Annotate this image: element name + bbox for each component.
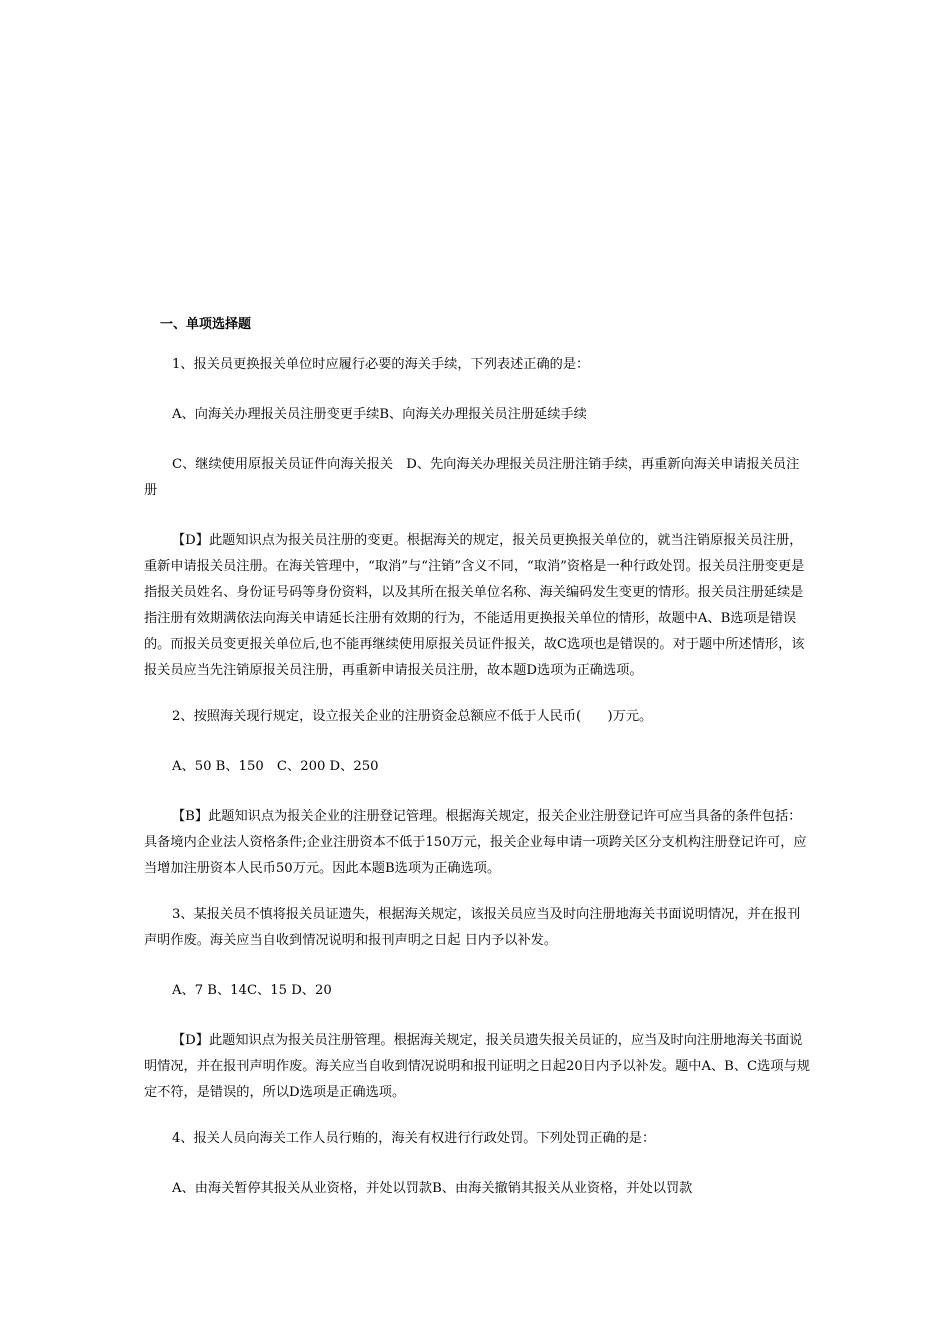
section-title: 一、单项选择题 bbox=[160, 317, 252, 332]
question-4: 4、报关人员向海关工作人员行贿的，海关有权进行行政处罚。下列处罚正确的是： bbox=[172, 1131, 656, 1146]
question-2-answer: 【B】此题知识点为报关企业的注册登记管理。根据海关规定，报关企业注册登记许可应当具备的条件包括：具备境内企业法人资格条件;企业注册资本不低于150万元，报关企业每申请一项跨关区分支机构注册登记许可，应当增加注册资本人民币50万元。因此本题B选项为正确选项。 bbox=[144, 809, 807, 876]
question-2: 2、按照海关现行规定，设立报关企业的注册资金总额应不低于人民币( )万元。 bbox=[172, 709, 653, 724]
question-2-options: A、50 B、150 C、200 D、250 bbox=[172, 759, 379, 774]
question-4-options-ab: A、由海关暂停其报关从业资格，并处以罚款B、由海关撤销其报关从业资格，并处以罚款 bbox=[172, 1181, 693, 1196]
question-1: 1、报关员更换报关单位时应履行必要的海关手续，下列表述正确的是： bbox=[172, 357, 590, 372]
question-3-options: A、7 B、14C、15 D、20 bbox=[172, 983, 332, 998]
question-1-answer: 【D】此题知识点为报关员注册的变更。根据海关的规定，报关员更换报关单位的，就当注销原报关员注册，重新申请报关员注册。在海关管理中，“取消”与“注销”含义不同，“取消”资格是一种行政处罚。报关员注册变更是指报关员姓名、身份证号码等身份资料，以及其所在报关单位名称、海关编码发生变更的情形。报关员注册延续是指注册有效期满依法向海关申请延长注册有效期的行为，不能适用更换报关单位的情形，故题中A、B选项是错误的。而报关员变更报关单位后,也不能再继续使用原报关员证件报关，故C选项也是错误的。对于题中所述情形，该报关员应当先注销原报关员注册，再重新申请报关员注册，故本题D选项为正确选项。 bbox=[144, 533, 805, 678]
question-3-answer: 【D】此题知识点为报关员注册管理。根据海关规定，报关员遗失报关员证的，应当及时向注册地海关书面说明情况，并在报刊声明作废。海关应当自收到情况说明和报刊证明之日起20日内予以补发。题中A、B、C选项与规定不符，是错误的，所以D选项是正确选项。 bbox=[144, 1033, 810, 1100]
question-1-options-cd: C、继续使用原报关员证件向海关报关 D、先向海关办理报关员注册注销手续，再重新向海关申请报关员注册 bbox=[144, 457, 800, 498]
document-page bbox=[144, 312, 810, 1202]
question-3: 3、某报关员不慎将报关员证遗失，根据海关规定，该报关员应当及时向注册地海关书面说明情况，并在报刊声明作废。海关应当自收到情况说明和报刊声明之日起 日内予以补发。 bbox=[144, 907, 801, 948]
question-1-options-ab: A、向海关办理报关员注册变更手续B、向海关办理报关员注册延续手续 bbox=[172, 407, 587, 422]
